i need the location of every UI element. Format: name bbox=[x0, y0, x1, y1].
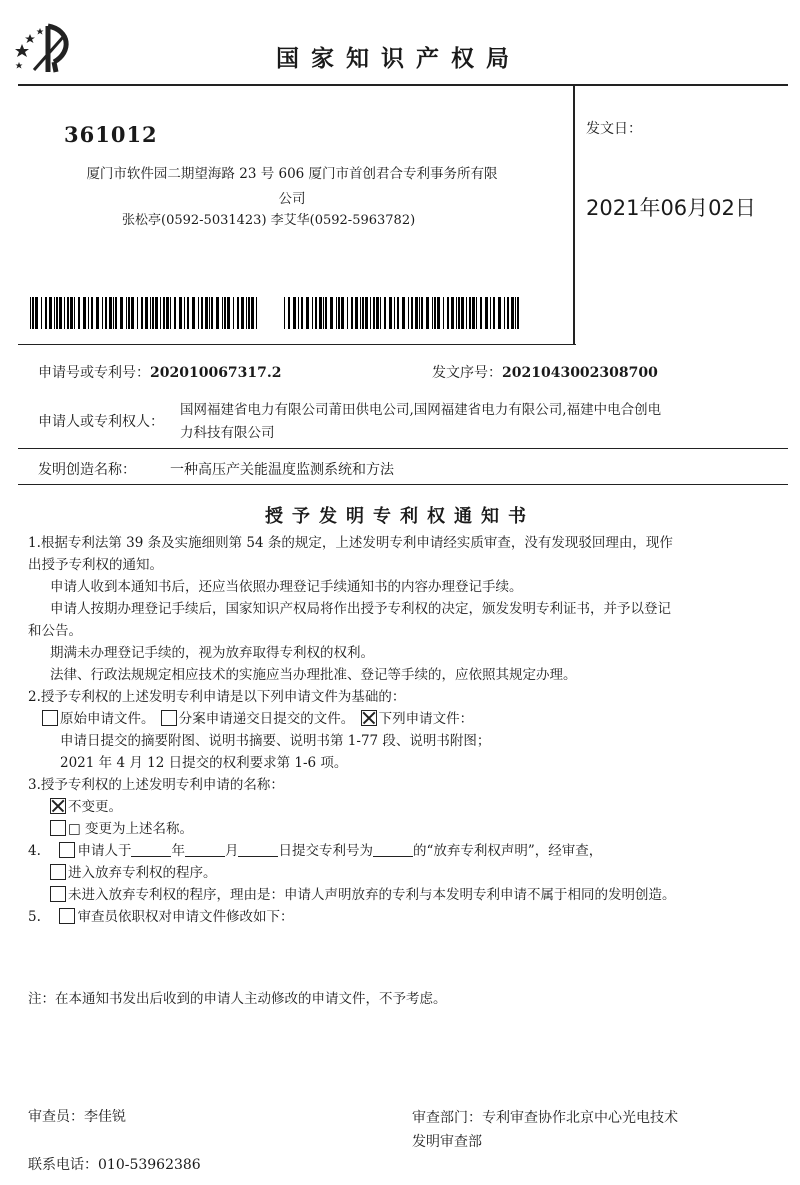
barcode-bar bbox=[517, 297, 519, 329]
recipient-address bbox=[37, 162, 547, 212]
barcode-bar bbox=[224, 297, 226, 329]
barcode-bar bbox=[411, 297, 413, 329]
section-2-detail-1: 申请日提交的摘要附图、说明书摘要、说明书第 1-77 段、说明书附图； bbox=[60, 733, 491, 749]
barcode-bar bbox=[312, 297, 313, 329]
address-line-1: 厦门市软件园二期望海路 23 号 606 厦门市首创君合专利事务所有限 bbox=[86, 166, 498, 182]
barcode-bar bbox=[461, 297, 464, 329]
barcode-bar bbox=[67, 297, 69, 329]
barcode-bar bbox=[466, 297, 467, 329]
barcode-bar bbox=[362, 297, 364, 329]
barcode-bar bbox=[174, 297, 176, 329]
barcode-bar bbox=[458, 297, 460, 329]
barcode-bar bbox=[96, 297, 99, 329]
paragraph-law: 法律、行政法规规定相应技术的实施应当办理批准、登记等手续的，应依照其规定办理。 bbox=[50, 667, 577, 683]
barcode-bar bbox=[150, 297, 151, 329]
barcode-bar bbox=[152, 297, 154, 329]
applicant-line-2: 力科技有限公司 bbox=[180, 425, 275, 441]
barcode-bar bbox=[323, 297, 324, 329]
notice-title: 授予发明专利权通知书 bbox=[265, 506, 535, 527]
barcode-bar bbox=[201, 297, 203, 329]
cnipa-logo-icon bbox=[10, 22, 76, 74]
name-changed-label: □ 变更为上述名称。 bbox=[68, 821, 194, 837]
barcode-bar bbox=[256, 297, 257, 329]
section-3-option-2 bbox=[28, 818, 788, 840]
waiver-day-blank bbox=[238, 842, 278, 857]
barcode-bar bbox=[515, 297, 516, 329]
barcode-bar bbox=[480, 297, 482, 329]
waiver-month-blank bbox=[185, 842, 225, 857]
section-2-title: 2.授予专利权的上述发明专利申请是以下列申请文件为基础的： bbox=[28, 689, 406, 705]
barcode-bar bbox=[498, 297, 501, 329]
barcode-bar bbox=[233, 297, 234, 329]
barcode-left bbox=[30, 297, 260, 329]
application-number-row bbox=[38, 362, 282, 382]
application-number: 202010067317.2 bbox=[150, 365, 282, 381]
barcode-bar bbox=[35, 297, 38, 329]
barcode-bar bbox=[209, 297, 210, 329]
divisional-files-label: 分案申请递交日提交的文件。 bbox=[178, 711, 355, 727]
examiner-label: 审查员： bbox=[28, 1109, 84, 1125]
waiver-text-a: 申请人于 bbox=[77, 843, 132, 859]
invention-label: 发明创造名称： bbox=[38, 462, 136, 478]
paragraph-expiry: 期满未办理登记手续的，视为放弃取得专利权的权利。 bbox=[50, 645, 374, 661]
applicant-divider bbox=[18, 448, 788, 449]
barcode-bar bbox=[419, 297, 420, 329]
barcode-bar bbox=[45, 297, 47, 329]
name-unchanged-label: 不变更。 bbox=[68, 799, 122, 815]
barcode-bar bbox=[370, 297, 371, 329]
barcode-bar bbox=[160, 297, 161, 329]
barcode-bar bbox=[347, 297, 348, 329]
barcode-bar bbox=[355, 297, 358, 329]
name-unchanged-checkbox[interactable] bbox=[50, 798, 66, 814]
barcode-bar bbox=[447, 297, 449, 329]
barcode-bar bbox=[341, 297, 344, 329]
barcode-bar bbox=[88, 297, 89, 329]
barcode-bar bbox=[432, 297, 433, 329]
barcode-bar bbox=[211, 297, 213, 329]
barcode-bar bbox=[293, 297, 296, 329]
barcode-bar bbox=[109, 297, 112, 329]
waiver-text-e: 的“放弃专利权声明”，经审查， bbox=[412, 843, 603, 859]
paragraph-grant-line-2: 和公告。 bbox=[28, 623, 82, 639]
barcode-bar bbox=[91, 297, 93, 329]
applicant-names bbox=[180, 399, 780, 445]
notice-body bbox=[28, 532, 788, 928]
barcode-bar bbox=[246, 297, 247, 329]
barcode-bar bbox=[319, 297, 322, 329]
barcode-bar bbox=[437, 297, 440, 329]
barcode-bar bbox=[54, 297, 55, 329]
barcode-bar bbox=[145, 297, 148, 329]
serial-number-row bbox=[432, 362, 658, 382]
barcode-bar bbox=[222, 297, 223, 329]
applicant-line-1: 国网福建省电力有限公司莆田供电公司,国网福建省电力有限公司,福建中电合创电 bbox=[180, 402, 662, 418]
issue-date-label: 发文日： bbox=[586, 121, 642, 137]
examiner-row bbox=[28, 1106, 126, 1126]
barcode-bar bbox=[434, 297, 436, 329]
barcode-bar bbox=[131, 297, 134, 329]
barcode-bar bbox=[102, 297, 103, 329]
section-3-option-1 bbox=[28, 796, 788, 818]
barcode-bar bbox=[415, 297, 418, 329]
postal-code: 361012 bbox=[64, 122, 158, 147]
waiver-text-b: 年 bbox=[171, 843, 185, 859]
barcode-bar bbox=[155, 297, 158, 329]
barcode-bar bbox=[187, 297, 189, 329]
barcode-bar bbox=[338, 297, 340, 329]
examiner-name: 李佳锐 bbox=[84, 1109, 126, 1125]
section-2-options bbox=[28, 708, 788, 730]
section-1-line-1: 1.根据专利法第 39 条及实施细则第 54 条的规定，上述发明专利申请经实质审查，没有发现驳回理由，现作 bbox=[28, 535, 673, 551]
barcode-bar bbox=[170, 297, 171, 329]
barcode-bar bbox=[394, 297, 395, 329]
barcode-bar bbox=[507, 297, 509, 329]
barcode-bar bbox=[78, 297, 80, 329]
invention-divider bbox=[18, 484, 788, 485]
address-block-divider bbox=[18, 344, 576, 345]
section-4-option-1 bbox=[28, 862, 788, 884]
section-3-title: 3.授予专利权的上述发明专利申请的名称： bbox=[28, 777, 284, 793]
header-divider bbox=[18, 84, 788, 86]
barcode-bar bbox=[41, 297, 42, 329]
barcode-bar bbox=[490, 297, 491, 329]
barcode-bar bbox=[56, 297, 58, 329]
department-label: 审查部门： bbox=[412, 1110, 482, 1126]
barcode-bar bbox=[115, 297, 117, 329]
original-files-checkbox[interactable] bbox=[42, 710, 58, 726]
barcode-bar bbox=[301, 297, 303, 329]
barcode-bar bbox=[384, 297, 386, 329]
section-4-number: 4. bbox=[28, 843, 41, 859]
department-line-1: 专利审查协作北京中心光电技术 bbox=[482, 1110, 678, 1126]
listed-files-checkbox[interactable] bbox=[361, 710, 377, 726]
phone-row bbox=[28, 1154, 201, 1174]
department-line-2: 发明审查部 bbox=[412, 1134, 482, 1150]
barcode-bar bbox=[83, 297, 86, 329]
examiner-amendment-label: 审查员依职权对申请文件修改如下： bbox=[77, 909, 294, 925]
barcode-bar bbox=[126, 297, 127, 329]
barcode-bar bbox=[64, 297, 65, 329]
header-vertical-divider bbox=[573, 85, 575, 345]
barcode-bar bbox=[192, 297, 195, 329]
barcode-bar bbox=[360, 297, 361, 329]
barcode-bar bbox=[137, 297, 138, 329]
barcode-bar bbox=[493, 297, 495, 329]
barcode-bar bbox=[397, 297, 399, 329]
paragraph-registration: 申请人收到本通知书后，还应当依照办理登记手续通知书的内容办理登记手续。 bbox=[50, 579, 523, 595]
waiver-accepted-checkbox[interactable] bbox=[50, 864, 66, 880]
section-4-line bbox=[28, 840, 788, 862]
issue-date: 2021年06月02日 bbox=[586, 196, 756, 220]
barcode-bar bbox=[74, 297, 75, 329]
section-5-number: 5. bbox=[28, 909, 41, 925]
phone-label: 联系电话： bbox=[28, 1157, 98, 1173]
barcode-bar bbox=[241, 297, 244, 329]
invention-name: 一种高压产关能温度监测系统和方法 bbox=[170, 462, 394, 478]
barcode-bar bbox=[373, 297, 375, 329]
applicant-label: 申请人或专利权人： bbox=[38, 414, 164, 430]
barcode-bar bbox=[476, 297, 477, 329]
listed-files-label: 下列申请文件： bbox=[378, 711, 474, 727]
barcode-bar bbox=[336, 297, 337, 329]
barcode-bar bbox=[421, 297, 423, 329]
barcode-bar bbox=[198, 297, 199, 329]
section-1-line-2: 出授予专利权的通知。 bbox=[28, 557, 163, 573]
barcode-bar bbox=[511, 297, 514, 329]
barcode-bar bbox=[485, 297, 488, 329]
barcode-bar bbox=[251, 297, 254, 329]
serial-number: 2021043002308700 bbox=[502, 365, 658, 381]
waiver-patent-blank bbox=[373, 842, 413, 857]
barcode-bar bbox=[141, 297, 143, 329]
waiver-text-c: 月 bbox=[224, 843, 239, 859]
barcode-right bbox=[284, 297, 524, 329]
barcode-bar bbox=[216, 297, 219, 329]
notice-footnote: 注：在本通知书发出后收到的申请人主动修改的申请文件，不予考虑。 bbox=[28, 991, 447, 1007]
barcode-bar bbox=[105, 297, 107, 329]
barcode-bar bbox=[248, 297, 250, 329]
barcode-bar bbox=[389, 297, 392, 329]
barcode-bar bbox=[113, 297, 114, 329]
barcode-bar bbox=[32, 297, 34, 329]
barcode-bar bbox=[49, 297, 52, 329]
barcode-bar bbox=[451, 297, 454, 329]
barcode-bar bbox=[163, 297, 165, 329]
barcode-bar bbox=[402, 297, 405, 329]
waiver-rejected-checkbox[interactable] bbox=[50, 886, 66, 902]
barcode-bar bbox=[443, 297, 444, 329]
barcode-bar bbox=[315, 297, 317, 329]
barcode-bar bbox=[128, 297, 130, 329]
barcode-bar bbox=[408, 297, 409, 329]
office-name: 国家知识产权局 bbox=[276, 46, 521, 72]
phone-number: 010-53962386 bbox=[98, 1157, 201, 1173]
application-number-label: 申请号或专利号： bbox=[38, 365, 150, 381]
barcode-bar bbox=[298, 297, 299, 329]
section-2-detail-2: 2021 年 4 月 12 日提交的权利要求第 1-6 项。 bbox=[60, 755, 348, 771]
serial-number-label: 发文序号： bbox=[432, 365, 502, 381]
agent-contacts: 张松亭(0592-5031423) 李艾华(0592-5963782) bbox=[122, 213, 416, 228]
barcode-bar bbox=[351, 297, 353, 329]
barcode-bar bbox=[184, 297, 185, 329]
barcode-bar bbox=[376, 297, 379, 329]
barcode-bar bbox=[325, 297, 327, 329]
examiner-amendment-checkbox[interactable] bbox=[59, 908, 75, 924]
barcode-bar bbox=[237, 297, 239, 329]
waiver-checkbox[interactable] bbox=[59, 842, 75, 858]
barcode-bar bbox=[179, 297, 182, 329]
barcode-bar bbox=[504, 297, 505, 329]
barcode-bar bbox=[288, 297, 290, 329]
barcode-bar bbox=[306, 297, 309, 329]
divisional-files-checkbox[interactable] bbox=[161, 710, 177, 726]
barcode-bar bbox=[380, 297, 381, 329]
barcode-bar bbox=[365, 297, 368, 329]
paragraph-grant-line-1: 申请人按期办理登记手续后，国家知识产权局将作出授予专利权的决定，颁发发明专利证书，并予以登记 bbox=[50, 601, 671, 617]
address-line-2: 公司 bbox=[278, 191, 306, 207]
original-files-label: 原始申请文件。 bbox=[60, 711, 155, 727]
barcode-bar bbox=[166, 297, 169, 329]
waiver-rejected-label: 未进入放弃专利权的程序，理由是：申请人声明放弃的专利与本发明专利申请不属于相同的发明创造。 bbox=[68, 887, 676, 903]
barcode-bar bbox=[227, 297, 230, 329]
waiver-accepted-label: 进入放弃专利权的程序。 bbox=[68, 865, 217, 881]
barcode-bar bbox=[426, 297, 429, 329]
barcode-bar bbox=[205, 297, 208, 329]
name-changed-checkbox[interactable] bbox=[50, 820, 66, 836]
waiver-year-blank bbox=[131, 842, 171, 857]
barcode-bar bbox=[330, 297, 333, 329]
barcode-bar bbox=[30, 297, 31, 329]
department-block bbox=[412, 1106, 678, 1154]
barcode-bar bbox=[472, 297, 475, 329]
waiver-text-d: 日提交专利号为 bbox=[278, 843, 373, 859]
barcode-bar bbox=[59, 297, 62, 329]
barcode-bar bbox=[469, 297, 471, 329]
section-5-line bbox=[28, 906, 788, 928]
barcode-bar bbox=[456, 297, 457, 329]
barcode-bar bbox=[284, 297, 285, 329]
barcode-bar bbox=[70, 297, 73, 329]
barcode-bar bbox=[120, 297, 123, 329]
section-4-option-2 bbox=[28, 884, 788, 906]
